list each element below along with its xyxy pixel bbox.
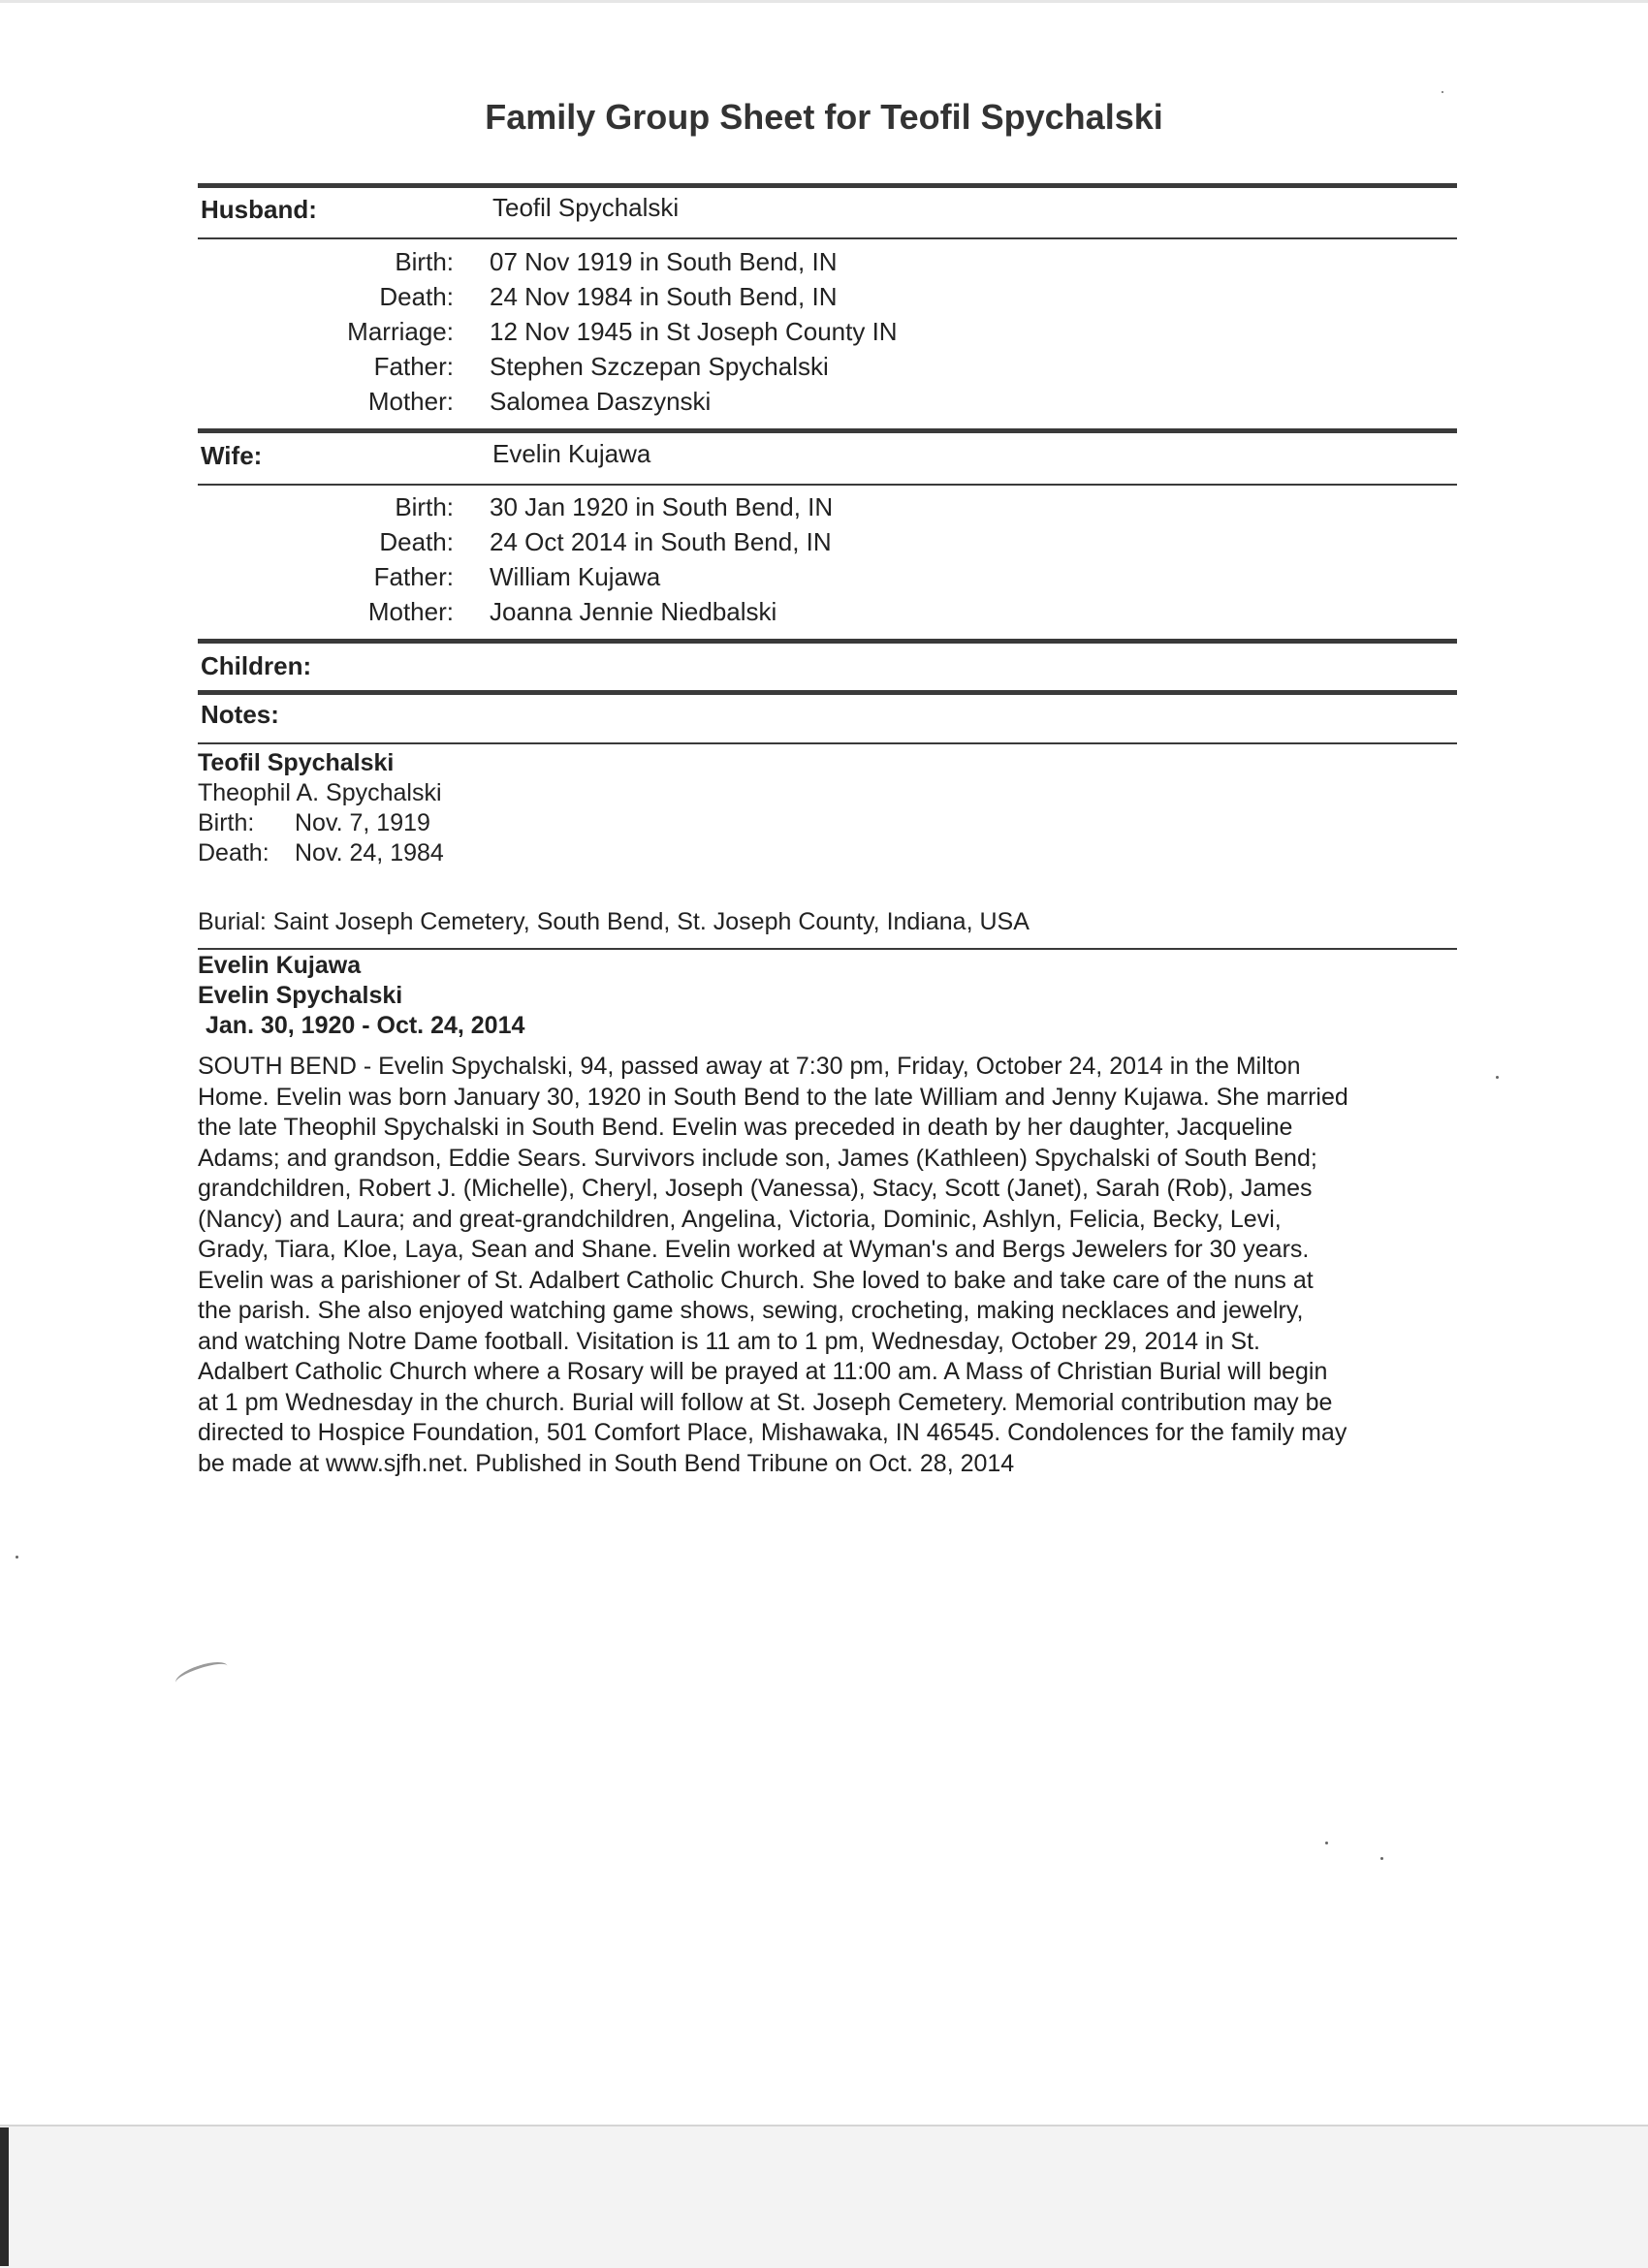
notes-evelin-dates: Jan. 30, 1920 - Oct. 24, 2014: [206, 1012, 525, 1039]
husband-mother-label: Mother:: [367, 387, 454, 416]
wife-label: Wife:: [201, 441, 263, 470]
husband-birth-label: Birth:: [395, 247, 454, 276]
wife-name: Evelin Kujawa: [492, 439, 651, 468]
wife-death-label: Death:: [379, 527, 454, 556]
obituary-line: be made at www.sjfh.net. Published in South Bend Tribune on Oct. 28, 2014: [198, 1449, 1015, 1477]
notes-teofil-death-label: Death:: [198, 839, 269, 866]
obituary-text: [198, 1052, 1468, 1479]
scan-speck: [1496, 1076, 1499, 1079]
obituary-line: Adams; and grandson, Eddie Sears. Survivors include son, James (Kathleen) Spychalski of South Bend;: [198, 1144, 1317, 1172]
notes-teofil-death-value: Nov. 24, 1984: [295, 839, 444, 866]
wife-father-value: William Kujawa: [490, 562, 661, 591]
obituary-line: grandchildren, Robert J. (Michelle), Cheryl, Joseph (Vanessa), Stacy, Scott (Janet), Sarah (Rob), James: [198, 1175, 1313, 1202]
notes-teofil-birth: [198, 808, 444, 838]
scan-speck: [1380, 1857, 1383, 1860]
notes-teofil-alt-name: Theophil A. Spychalski: [198, 779, 442, 806]
scan-speck: [1325, 1842, 1328, 1844]
obituary-line: and watching Notre Dame football. Visitation is 11 am to 1 pm, Wednesday, October 29, 2014 in St.: [198, 1327, 1260, 1355]
husband-father-value: Stephen Szczepan Spychalski: [490, 352, 829, 381]
obituary-line: Home. Evelin was born January 30, 1920 in South Bend to the late William and Jenny Kujawa. She married: [198, 1083, 1348, 1111]
obituary-line: the late Theophil Spychalski in South Bend. Evelin was preceded in death by her daughter, Jacqueline: [198, 1114, 1293, 1141]
obituary-line: at 1 pm Wednesday in the church. Burial will follow at St. Joseph Cemetery. Memorial contribution may be: [198, 1388, 1333, 1416]
notes-teofil-birth-label: Birth:: [198, 809, 255, 836]
notes-teofil: [198, 748, 444, 868]
husband-marriage-value: 12 Nov 1945 in St Joseph County IN: [490, 317, 898, 346]
wife-mother-label: Mother:: [367, 597, 454, 626]
divider-wife-top: [198, 428, 1457, 433]
scan-edge-left: [0, 2127, 9, 2266]
husband-death-value: 24 Nov 1984 in South Bend, IN: [490, 282, 838, 311]
scan-speck: [1442, 91, 1443, 93]
divider-wife-bottom: [198, 484, 1457, 486]
scan-speck: [16, 1556, 18, 1559]
notes-evelin-heading: Evelin Kujawa: [198, 952, 362, 979]
divider-children-top: [198, 639, 1457, 644]
obituary-line: Adalbert Catholic Church where a Rosary will be prayed at 11:00 am. A Mass of Christian Burial will begin: [198, 1358, 1328, 1385]
husband-name: Teofil Spychalski: [492, 193, 680, 222]
divider-notes-top: [198, 690, 1457, 695]
husband-death-label: Death:: [379, 282, 454, 311]
wife-mother-value: Joanna Jennie Niedbalski: [490, 597, 777, 626]
divider-evelin-top: [198, 948, 1457, 950]
obituary-line: SOUTH BEND - Evelin Spychalski, 94, passed away at 7:30 pm, Friday, October 24, 2014 in the Milton: [198, 1053, 1301, 1080]
husband-marriage-label: Marriage:: [347, 317, 454, 346]
wife-birth-label: Birth:: [395, 492, 454, 521]
obituary-line: Evelin was a parishioner of St. Adalbert Catholic Church. She loved to bake and take care of the nuns at: [198, 1266, 1314, 1294]
obituary-line: (Nancy) and Laura; and great-grandchildren, Angelina, Victoria, Dominic, Ashlyn, Felicia, Becky, Levi,: [198, 1205, 1282, 1233]
notes-evelin-alt-name: Evelin Spychalski: [198, 982, 403, 1009]
scan-edge-bottom: [0, 2125, 1648, 2268]
obituary-line: Grady, Tiara, Kloe, Laya, Sean and Shane. Evelin worked at Wyman's and Bergs Jewelers for 30 years.: [198, 1236, 1310, 1263]
divider-husband-top: [198, 183, 1457, 188]
husband-label: Husband:: [201, 195, 317, 224]
husband-father-label: Father:: [373, 352, 454, 381]
wife-death-value: 24 Oct 2014 in South Bend, IN: [490, 527, 832, 556]
obituary-line: the parish. She also enjoyed watching game shows, sewing, crocheting, making necklaces and jewelry,: [198, 1297, 1304, 1324]
obituary-line: directed to Hospice Foundation, 501 Comfort Place, Mishawaka, IN 46545. Condolences for the family may: [198, 1419, 1347, 1446]
wife-father-label: Father:: [373, 562, 454, 591]
notes-evelin: [198, 951, 524, 1041]
husband-mother-value: Salomea Daszynski: [490, 387, 712, 416]
divider-notes-bottom: [198, 742, 1457, 744]
children-label: Children:: [201, 651, 312, 680]
notes-teofil-burial: Burial: Saint Joseph Cemetery, South Bend, St. Joseph County, Indiana, USA: [198, 908, 1030, 935]
notes-label: Notes:: [201, 700, 279, 729]
notes-teofil-birth-value: Nov. 7, 1919: [295, 809, 430, 836]
notes-teofil-heading: Teofil Spychalski: [198, 749, 395, 776]
scan-smudge: [173, 1657, 230, 1691]
divider-husband-bottom: [198, 237, 1457, 239]
wife-birth-value: 30 Jan 1920 in South Bend, IN: [490, 492, 834, 521]
husband-birth-value: 07 Nov 1919 in South Bend, IN: [490, 247, 838, 276]
notes-teofil-death: [198, 838, 444, 868]
page-title: Family Group Sheet for Teofil Spychalski: [485, 97, 1163, 137]
